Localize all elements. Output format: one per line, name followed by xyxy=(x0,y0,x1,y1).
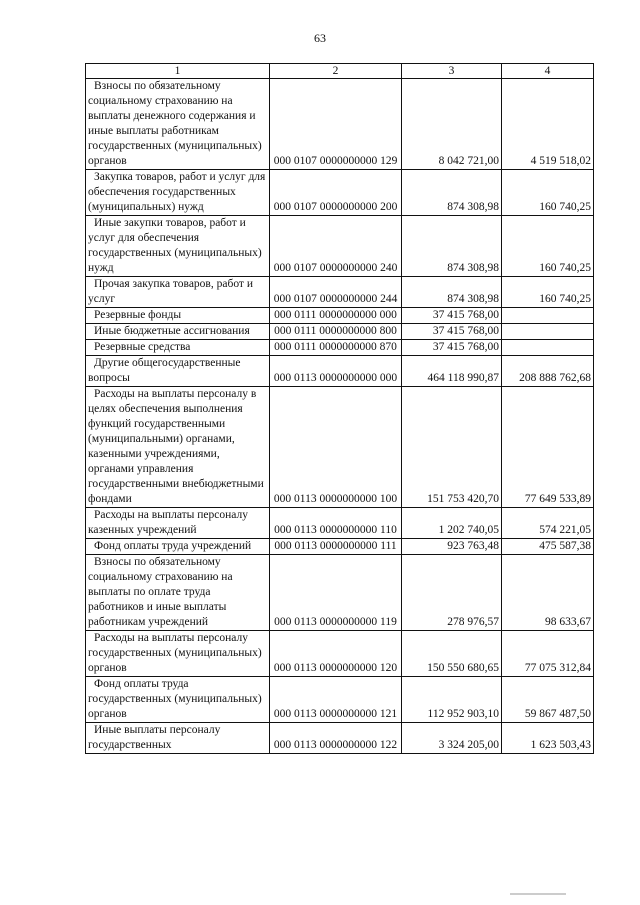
row-name: Взносы по обязательному социальному страхованию на выплаты по оплате труда работников и иные выплаты работникам учреждений xyxy=(88,556,233,628)
row-amount-col4: 208 888 762,68 xyxy=(502,356,594,387)
row-code: 000 0113 0000000000 100 xyxy=(270,387,402,508)
row-amount-col4: 475 587,38 xyxy=(502,539,594,555)
table-row xyxy=(86,170,594,216)
table-row xyxy=(86,340,594,356)
row-amount-col4: 160 740,25 xyxy=(502,277,594,308)
row-name: Фонд оплаты труда учреждений xyxy=(94,540,252,552)
table-row xyxy=(86,324,594,340)
row-amount-col3: 8 042 721,00 xyxy=(402,79,502,170)
row-name: Резервные фонды xyxy=(94,309,182,321)
row-code: 000 0113 0000000000 110 xyxy=(270,508,402,539)
row-amount-col3: 874 308,98 xyxy=(402,216,502,277)
row-amount-col3: 3 324 205,00 xyxy=(402,723,502,754)
table-row xyxy=(86,723,594,754)
table-row xyxy=(86,539,594,555)
page-number: 63 xyxy=(314,31,326,45)
row-amount-col3: 464 118 990,87 xyxy=(402,356,502,387)
row-amount-col4: 98 633,67 xyxy=(502,555,594,631)
row-amount-col3: 37 415 768,00 xyxy=(402,324,502,340)
row-code: 000 0113 0000000000 121 xyxy=(270,677,402,723)
table-row xyxy=(86,79,594,170)
row-amount-col3: 37 415 768,00 xyxy=(402,308,502,324)
row-amount-col4: 4 519 518,02 xyxy=(502,79,594,170)
row-name: Фонд оплаты труда государственных (муниципальных) органов xyxy=(88,678,262,720)
row-amount-col4 xyxy=(502,308,594,324)
table-row xyxy=(86,216,594,277)
row-amount-col4: 59 867 487,50 xyxy=(502,677,594,723)
row-name: Закупка товаров, работ и услуг для обеспечения государственных (муниципальных) нужд xyxy=(88,171,266,213)
row-name: Расходы на выплаты персоналу в целях обеспечения выполнения функций государственными (муниципальными) органами, казенными учреждениями, органами управления государственными внебюджетными фондами xyxy=(88,388,264,505)
row-name: Иные выплаты персоналу государственных xyxy=(88,724,221,751)
table-row xyxy=(86,356,594,387)
table-row xyxy=(86,508,594,539)
row-amount-col4: 77 075 312,84 xyxy=(502,631,594,677)
table-row xyxy=(86,277,594,308)
budget-table xyxy=(85,63,594,754)
row-amount-col4: 574 221,05 xyxy=(502,508,594,539)
row-name: Взносы по обязательному социальному страхованию на выплаты денежного содержания и иные выплаты работникам государственных (муниципальных) органов xyxy=(88,80,262,167)
row-name: Резервные средства xyxy=(94,341,191,353)
row-code: 000 0111 0000000000 870 xyxy=(270,340,402,356)
table-row xyxy=(86,308,594,324)
row-name: Расходы на выплаты персоналу казенных учреждений xyxy=(88,509,248,536)
row-amount-col4: 1 623 503,43 xyxy=(502,723,594,754)
row-amount-col4: 77 649 533,89 xyxy=(502,387,594,508)
row-code: 000 0113 0000000000 120 xyxy=(270,631,402,677)
row-name: Расходы на выплаты персоналу государственных (муниципальных) органов xyxy=(88,632,262,674)
header-col-1: 1 xyxy=(86,64,270,79)
row-code: 000 0107 0000000000 200 xyxy=(270,170,402,216)
row-code: 000 0107 0000000000 129 xyxy=(270,79,402,170)
header-col-2: 2 xyxy=(270,64,402,79)
row-amount-col3: 151 753 420,70 xyxy=(402,387,502,508)
row-amount-col3: 150 550 680,65 xyxy=(402,631,502,677)
row-code: 000 0111 0000000000 800 xyxy=(270,324,402,340)
row-amount-col3: 874 308,98 xyxy=(402,170,502,216)
row-name: Прочая закупка товаров, работ и услуг xyxy=(88,278,253,305)
row-amount-col3: 874 308,98 xyxy=(402,277,502,308)
row-amount-col3: 278 976,57 xyxy=(402,555,502,631)
table-row xyxy=(86,677,594,723)
table-header-row xyxy=(86,64,594,79)
scan-artifact-mark xyxy=(510,893,566,895)
header-col-3: 3 xyxy=(402,64,502,79)
table-row xyxy=(86,631,594,677)
row-amount-col4: 160 740,25 xyxy=(502,216,594,277)
row-amount-col3: 923 763,48 xyxy=(402,539,502,555)
row-name: Иные закупки товаров, работ и услуг для обеспечения государственных (муниципальных) нужд xyxy=(88,217,262,274)
table-row xyxy=(86,387,594,508)
header-col-4: 4 xyxy=(502,64,594,79)
row-name: Иные бюджетные ассигнования xyxy=(94,325,250,337)
row-amount-col3: 1 202 740,05 xyxy=(402,508,502,539)
row-code: 000 0107 0000000000 244 xyxy=(270,277,402,308)
table-row xyxy=(86,555,594,631)
row-amount-col4: 160 740,25 xyxy=(502,170,594,216)
row-code: 000 0113 0000000000 000 xyxy=(270,356,402,387)
row-code: 000 0113 0000000000 122 xyxy=(270,723,402,754)
row-code: 000 0113 0000000000 119 xyxy=(270,555,402,631)
row-amount-col3: 37 415 768,00 xyxy=(402,340,502,356)
row-code: 000 0113 0000000000 111 xyxy=(270,539,402,555)
row-amount-col3: 112 952 903,10 xyxy=(402,677,502,723)
row-amount-col4 xyxy=(502,324,594,340)
row-code: 000 0107 0000000000 240 xyxy=(270,216,402,277)
row-name: Другие общегосударственные вопросы xyxy=(88,357,241,384)
row-code: 000 0111 0000000000 000 xyxy=(270,308,402,324)
row-amount-col4 xyxy=(502,340,594,356)
